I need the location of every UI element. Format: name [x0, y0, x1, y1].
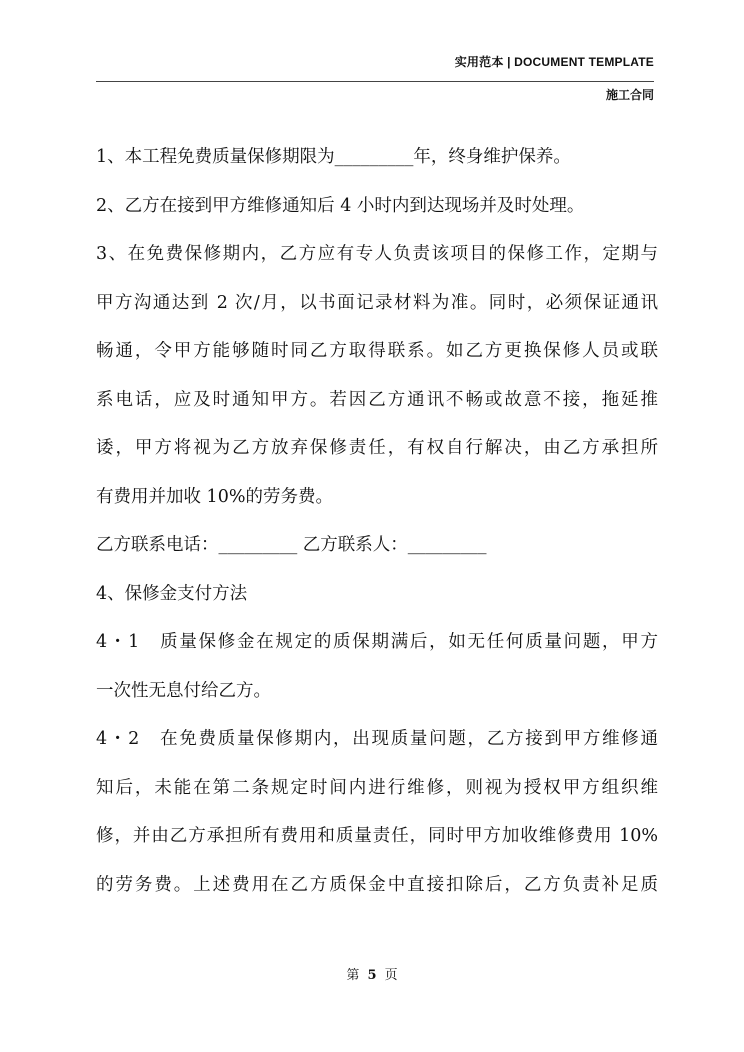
paragraph-line: 知后，未能在第二条规定时间内进行维修，则视为授权甲方组织维 — [96, 777, 658, 798]
paragraph-line: 1、本工程免费质量保修期限为_________年，终身维护保养。 — [96, 147, 571, 167]
paragraph-line: 的劳务费。上述费用在乙方质保金中直接扣除后，乙方负责补足质 — [96, 874, 658, 895]
paragraph-line: 修，并由乙方承担所有费用和质量责任，同时甲方加收维修费用 10% — [96, 826, 658, 846]
page-label-prefix: 第 — [346, 968, 360, 983]
paragraph-line: 3、在免费保修期内，乙方应有专人负责该项目的保修工作，定期与 — [96, 244, 658, 264]
paragraph-line: 有费用并加收 10%的劳务费。 — [96, 486, 333, 507]
page-number: 5 — [367, 968, 377, 983]
header-divider — [96, 81, 654, 82]
page-footer — [0, 964, 744, 983]
paragraph-line: 4・1 质量保修金在规定的质保期满后，如无任何质量问题，甲方 — [96, 632, 658, 652]
paragraph-line: 畅通，令甲方能够随时同乙方取得联系。如乙方更换保修人员或联 — [96, 341, 658, 361]
contact-line: 乙方联系电话：_________ 乙方联系人：_________ — [96, 535, 487, 555]
page-label-suffix: 页 — [384, 968, 398, 983]
document-header-subtitle: 施工合同 — [605, 88, 654, 102]
paragraph-line: 系电话，应及时通知甲方。若因乙方通讯不畅或故意不接，拖延推 — [96, 389, 658, 410]
document-header-title: 实用范本 | DOCUMENT TEMPLATE — [454, 55, 654, 69]
document-body — [96, 142, 658, 918]
section-heading: 4、保修金支付方法 — [96, 583, 248, 604]
paragraph-line: 诿，甲方将视为乙方放弃保修责任，有权自行解决，由乙方承担所 — [96, 438, 658, 458]
paragraph-line: 4・2 在免费质量保修期内，出现质量问题，乙方接到甲方维修通 — [96, 729, 658, 749]
paragraph-line: 2、乙方在接到甲方维修通知后 4 小时内到达现场并及时处理。 — [96, 195, 585, 216]
paragraph-line: 一次性无息付给乙方。 — [96, 680, 271, 701]
paragraph-line: 甲方沟通达到 2 次/月，以书面记录材料为准。同时，必须保证通讯 — [96, 292, 658, 313]
